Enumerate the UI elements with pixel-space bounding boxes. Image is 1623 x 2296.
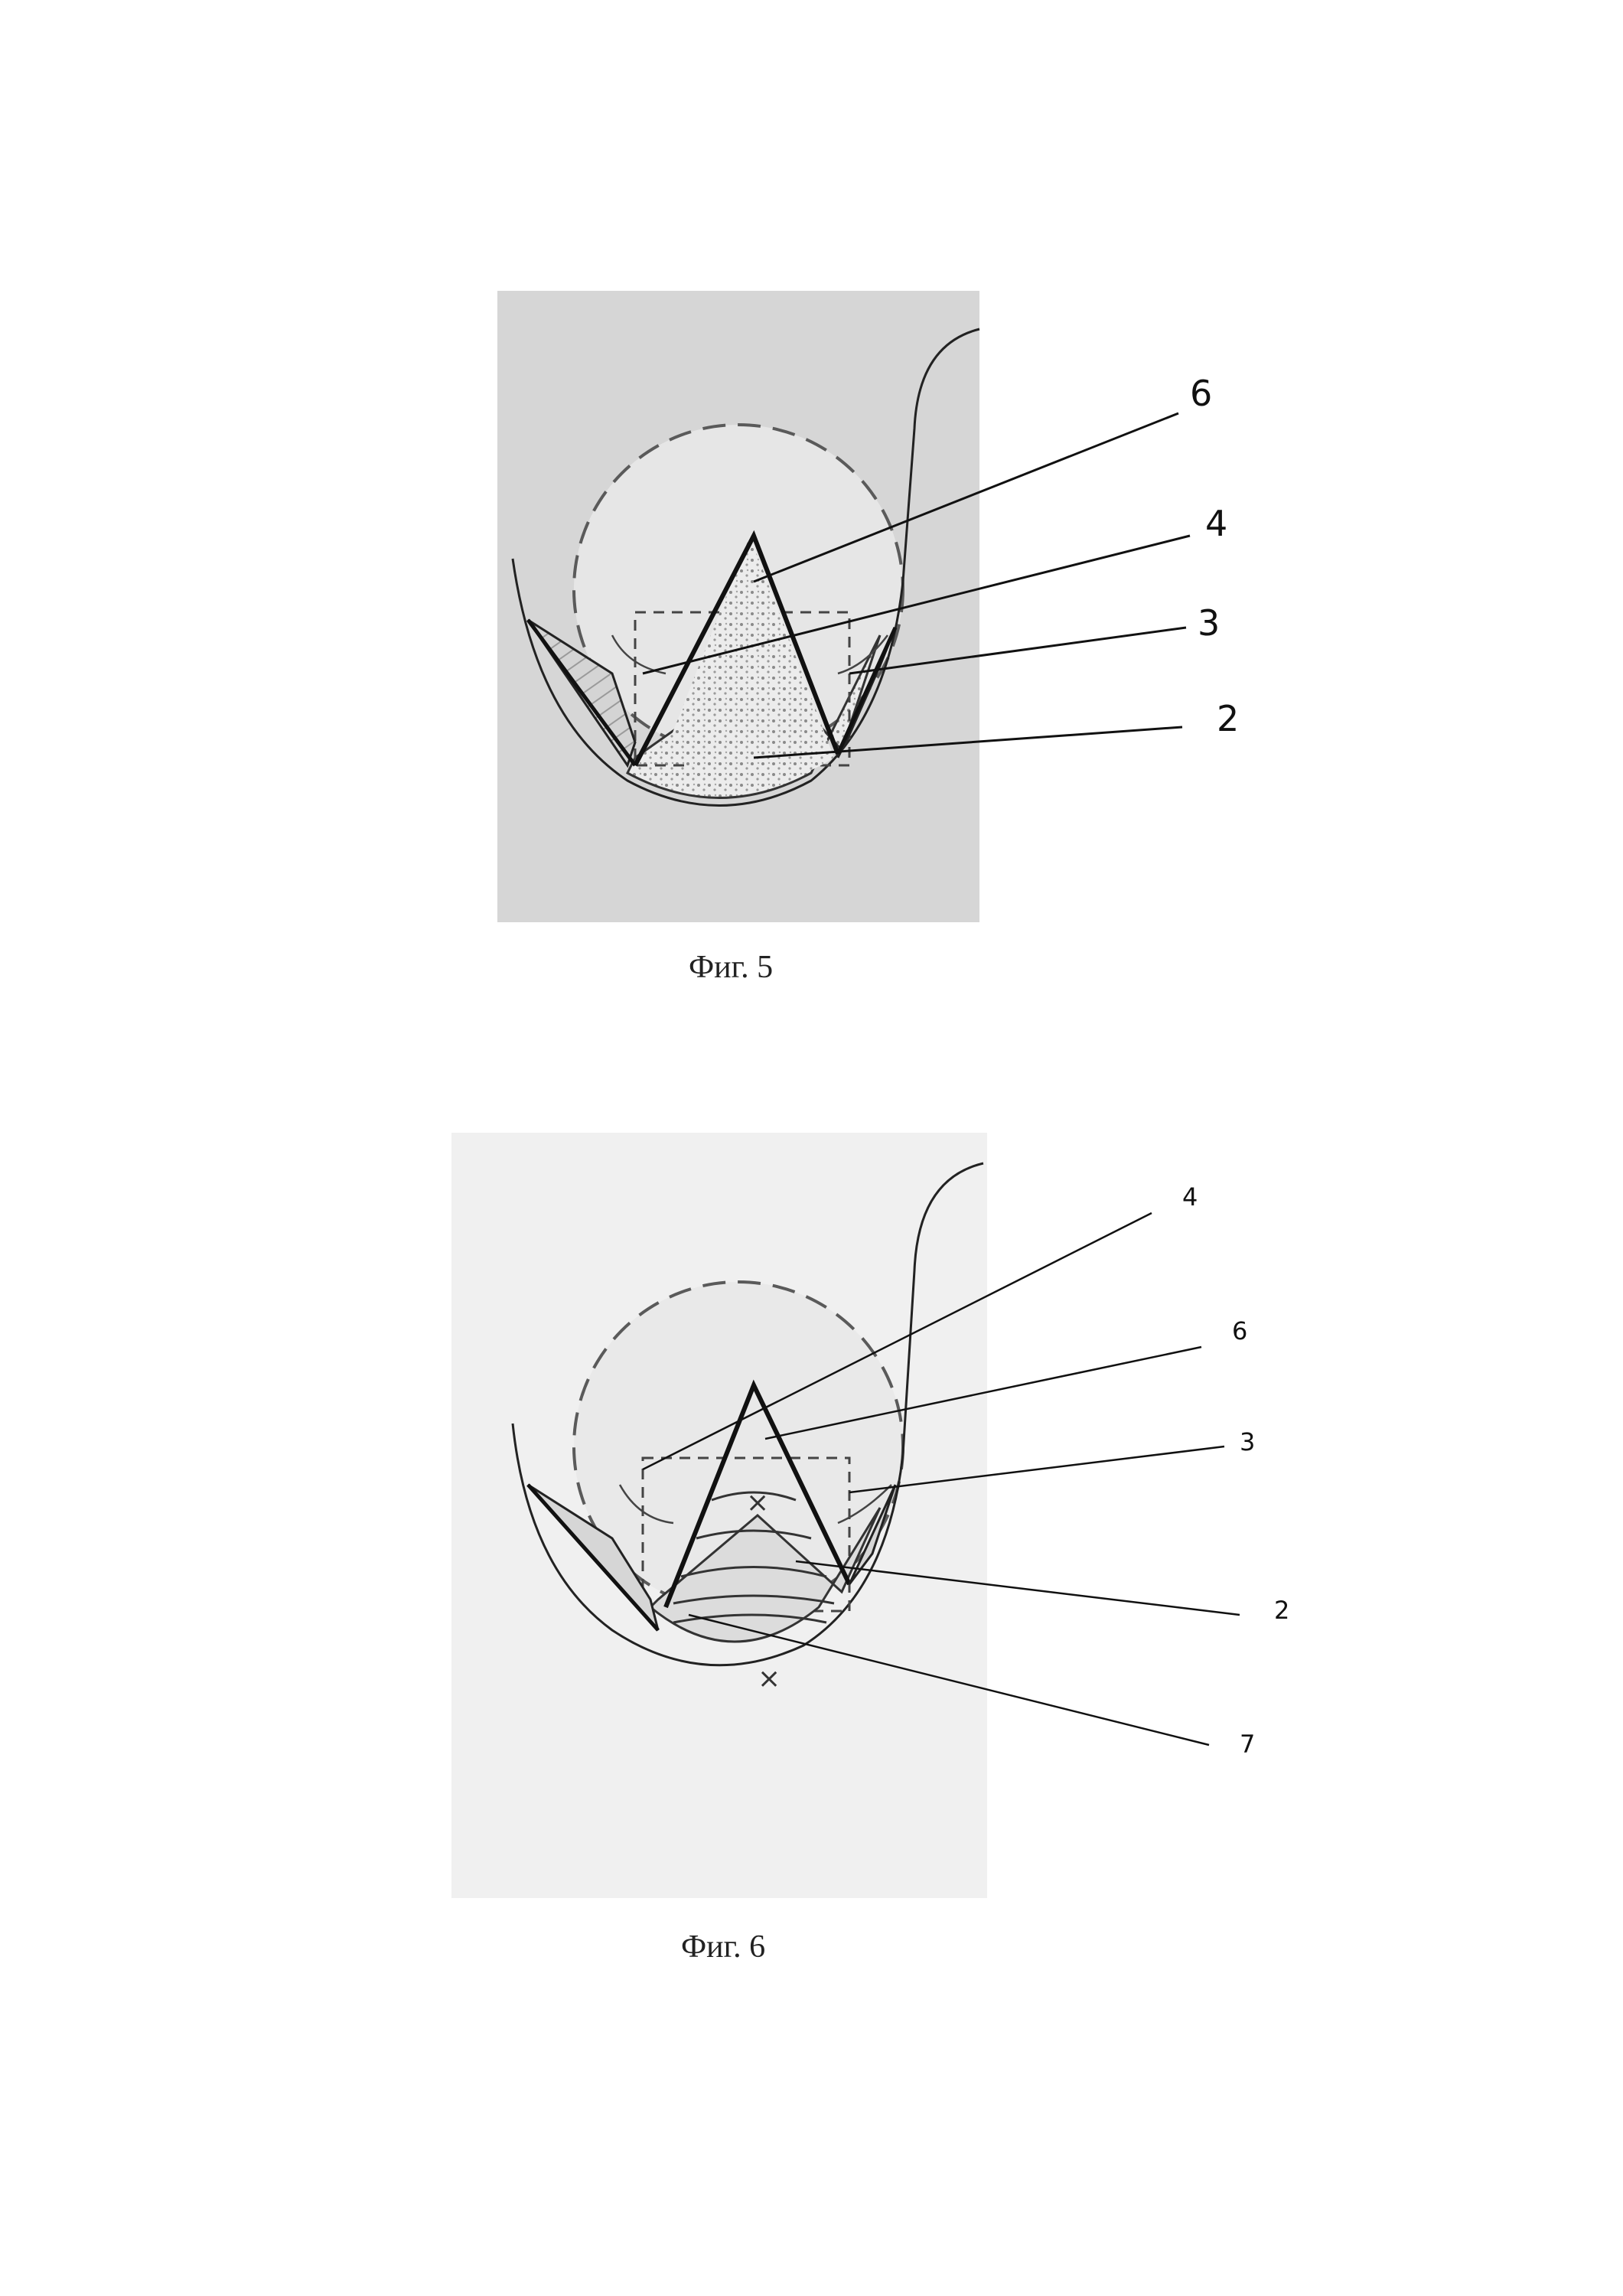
figure-5-caption: Фиг. 5: [689, 950, 774, 985]
label-6-6: 6: [1232, 1316, 1248, 1345]
suture-x-bottom: ×: [758, 1663, 781, 1694]
label-3: 3: [1198, 602, 1221, 644]
label-3-6: 3: [1240, 1427, 1256, 1456]
figure-6-caption: Фиг. 6: [681, 1929, 766, 1965]
label-4-6: 4: [1182, 1182, 1198, 1212]
label-4: 4: [1205, 503, 1228, 544]
label-7-6: 7: [1240, 1730, 1256, 1759]
label-6: 6: [1190, 373, 1213, 414]
suture-x-top: ×: [746, 1487, 770, 1518]
label-2-6: 2: [1274, 1596, 1290, 1625]
label-2: 2: [1217, 698, 1240, 739]
